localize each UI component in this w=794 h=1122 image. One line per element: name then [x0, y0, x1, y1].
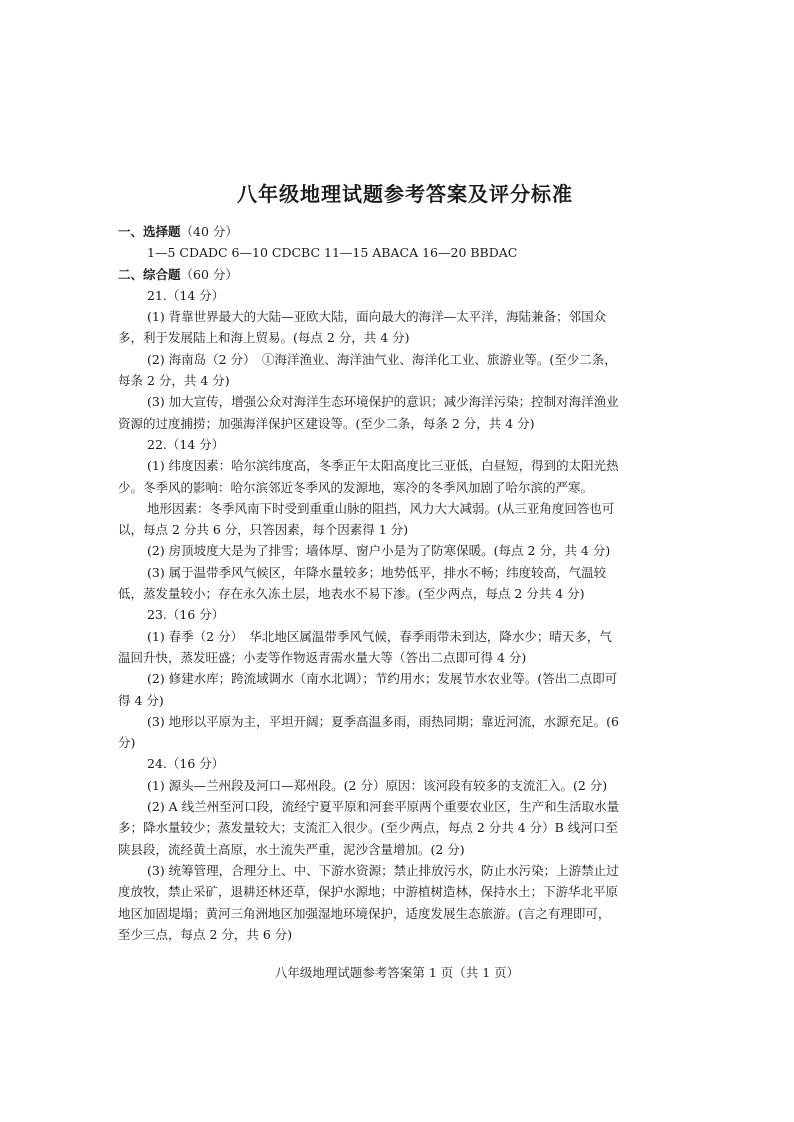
section-heading-text: 二、综合题: [118, 266, 181, 282]
answer-line: 资源的过度捕捞；加强海洋保护区建设等。(至少二条，每条 2 分，共 4 分): [118, 415, 535, 431]
answer-line: (1) 春季（2 分） 华北地区属温带季风气候，春季雨带未到达，降水少；晴天多，气: [147, 628, 612, 644]
answer-line: 多；降水量较少；蒸发量较大；支流汇入很少。(至少两点，每点 2 分共 4 分）B 线河口至: [118, 820, 618, 836]
answer-line: (2) 房顶坡度大是为了排雪；墙体厚、窗户小是为了防寒保暖。(每点 2 分，共 4 分): [147, 543, 611, 559]
answer-line: 少。冬季风的影响：哈尔滨邻近冬季风的发源地，寒冷的冬季风加剧了哈尔滨的严寒。: [118, 479, 594, 495]
answer-line: 至少三点，每点 2 分，共 6 分): [118, 926, 293, 942]
answer-line: (2) 海南岛（2 分） ①海洋渔业、海洋油气业、海洋化工业、旅游业等。(至少二条，: [147, 351, 617, 367]
answer-line: (3) 统筹管理，合理分上、中、下游水资源；禁止排放污水，防止水污染；上游禁止过: [147, 862, 619, 878]
answer-line: 地区加固堤塌；黄河三角洲地区加强湿地环境保护，适度发展生态旅游。(言之有理即可，: [118, 905, 611, 921]
choice-answers: 1—5 CDADC 6—10 CDCBC 11—15 ABACA 16—20 BBDAC: [147, 245, 518, 261]
answer-line: 地形因素：冬季风南下时受到重重山脉的阻挡，风力大大减弱。(从三亚角度回答也可: [147, 500, 615, 516]
answer-line: 以，每点 2 分共 6 分，只答因素，每个因素得 1 分): [118, 522, 409, 538]
answer-line: 陕县段，流经黄土高原，水土流失严重，泥沙含量增加。(2 分): [118, 841, 465, 857]
section-heading-choice: [118, 221, 684, 242]
question-heading-24: 24.（16 分）: [147, 756, 225, 772]
page-footer: 八年级地理试题参考答案第 1 页（共 1 页）: [274, 965, 520, 980]
answer-line: (2) A 线兰州至河口段，流经宁夏平原和河套平原两个重要农业区，生产和生活取水量: [147, 799, 620, 815]
question-heading-22: 22.（14 分）: [147, 436, 225, 452]
answer-line: 得 4 分): [118, 692, 164, 708]
answer-line: 多，利于发展陆上和海上贸易。(每点 2 分，共 4 分): [118, 330, 410, 346]
answer-line: (1) 背靠世界最大的大陆—亚欧大陆，面向最大的海洋—太平洋，海陆兼备；邻国众: [147, 309, 607, 325]
answer-line: 每条 2 分，共 4 分): [118, 373, 230, 389]
section-heading-comprehensive: [118, 264, 684, 285]
answer-line: (3) 地形以平原为主，平坦开阔；夏季高温多雨，雨热同期；靠近河流，水源充足。(6: [147, 713, 620, 729]
answer-document: [118, 178, 684, 945]
answer-line: (3) 属于温带季风气候区，年降水量较多；地势低平，排水不畅；纬度较高，气温较: [147, 564, 607, 580]
section-heading-text: 一、选择题: [118, 224, 181, 239]
answer-line: 温回升快，蒸发旺盛；小麦等作物返青需水量大等（答出二点即可得 4 分): [118, 649, 527, 665]
answer-line: (3) 加大宣传，增强公众对海洋生态环境保护的意识；减少海洋污染；控制对海洋渔业: [147, 394, 619, 410]
answer-line: 度放牧，禁止采矿，退耕还林还草，保护水源地；中游植树造林，保持水土；下游华北平原: [118, 884, 619, 900]
question-heading-21: 21.（14 分）: [147, 287, 225, 303]
question-heading-23: 23.（16 分）: [147, 607, 225, 623]
answer-line: (1) 纬度因素：哈尔滨纬度高，冬季正午太阳高度比三亚低，白昼短，得到的太阳光热: [147, 458, 619, 474]
section-score: （60 分）: [180, 266, 238, 282]
section-score: （40 分）: [180, 224, 238, 239]
page-title: 八年级地理试题参考答案及评分标准: [237, 182, 573, 206]
answer-line: 低，蒸发量较小；存在永久冻土层，地表水不易下渗。(至少两点，每点 2 分共 4 分): [118, 586, 585, 602]
answer-line: (1) 源头—兰州段及河口—郑州段。(2 分）原因：该河段有较多的支流汇入。(2 分): [147, 777, 608, 793]
answer-line: 分): [118, 735, 136, 751]
answer-line: (2) 修建水库；跨流域调水（南水北调）；节约用水；发展节水农业等。(答出二点即可: [147, 671, 618, 687]
